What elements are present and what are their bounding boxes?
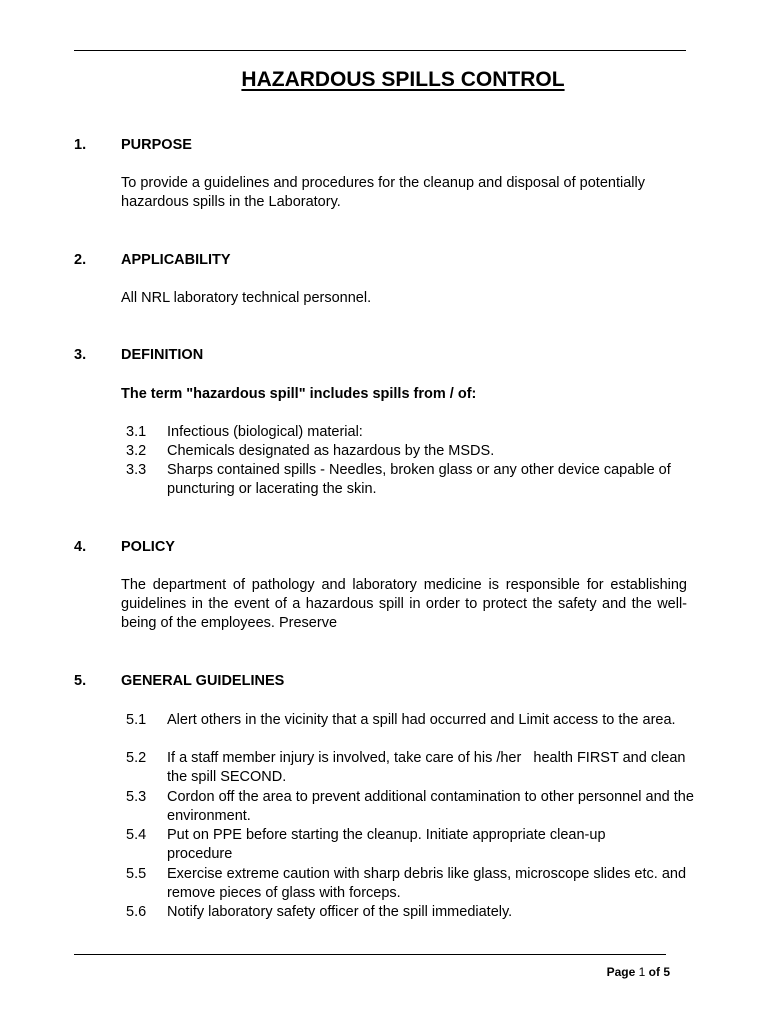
section-5-number: 5. [74,673,87,689]
section-3-number: 3. [74,347,87,363]
item-number: 5.6 [126,904,147,920]
section-4-heading: POLICY [121,539,175,555]
item-text: Infectious (biological) material: [167,424,363,440]
page-number [560,965,670,979]
item-number: 3.3 [126,462,147,478]
section-5-heading: GENERAL GUIDELINES [121,673,285,689]
header-divider [74,50,686,51]
section-4-paragraph: The department of pathology and laboratory medicine is responsible for establishing guidelines in the event of a hazardous spill in order to protect the safety and the well-being of the employees. Preserve [121,577,687,631]
page-word: Page [606,965,636,979]
page-total: 5 [663,965,670,979]
item-number: 5.5 [126,866,147,882]
item-text: Exercise extreme caution with sharp debris like glass, microscope slides etc. and remove pieces of glass with forceps. [167,866,687,901]
section-1-number: 1. [74,137,87,153]
of-word: of [648,965,660,979]
section-2-number: 2. [74,252,87,268]
item-text: Put on PPE before starting the cleanup. Initiate appropriate clean-up procedure [167,827,606,862]
section-2-heading: APPLICABILITY [121,252,231,268]
page-current: 1 [638,965,646,979]
section-3-subheading: The term "hazardous spill" includes spills from / of: [121,386,477,402]
item-number: 3.2 [126,443,147,459]
section-2-paragraph: All NRL laboratory technical personnel. [121,290,372,306]
section-4-number: 4. [74,539,87,555]
item-text: Notify laboratory safety officer of the spill immediately. [167,904,513,920]
item-number: 3.1 [126,424,147,440]
item-text: Sharps contained spills - Needles, broken glass or any other device capable of puncturing or lacerating the skin. [167,462,671,497]
item-text: Alert others in the vicinity that a spill had occurred and Limit access to the area. [167,712,676,728]
section-3-heading: DEFINITION [121,347,204,363]
footer-divider [74,954,666,955]
item-text: Chemicals designated as hazardous by the MSDS. [167,443,495,459]
item-text: If a staff member injury is involved, take care of his /her health FIRST and clean the spill SECOND. [167,750,690,785]
item-text: Cordon off the area to prevent additional contamination to other personnel and the environment. [167,789,694,824]
section-1-paragraph: To provide a guidelines and procedures for the cleanup and disposal of potentially hazardous spills in the Laboratory. [121,175,645,210]
item-number: 5.1 [126,712,147,728]
item-number: 5.2 [126,750,147,766]
item-number: 5.3 [126,789,147,805]
section-1-heading: PURPOSE [121,137,192,153]
document-title: HAZARDOUS SPILLS CONTROL [241,68,565,91]
item-number: 5.4 [126,827,147,843]
